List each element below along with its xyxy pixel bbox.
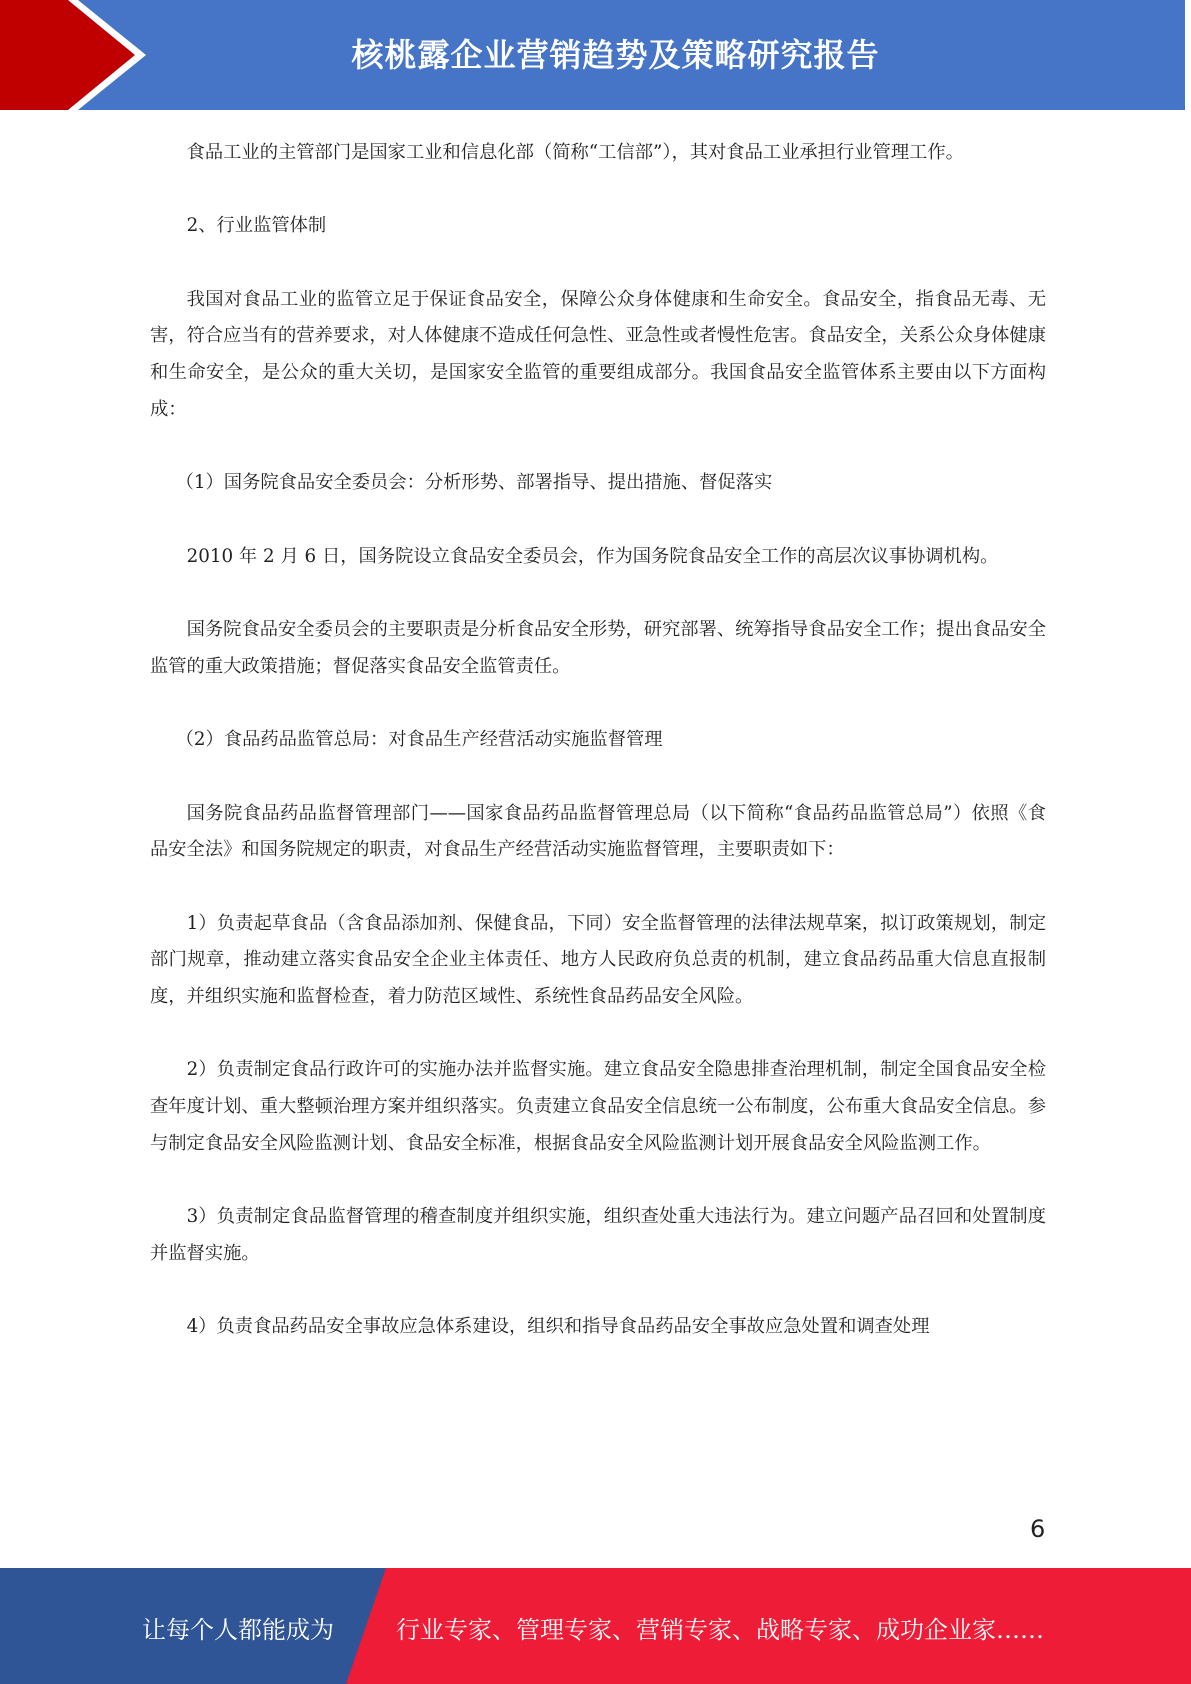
list-item: 1）负责起草食品（含食品添加剂、保健食品，下同）安全监督管理的法律法规草案，拟订政策规划，制定部门规章，推动建立落实食品安全企业主体责任、地方人民政府负总责的机制，建立食品药品重大信息直报制度，并组织实施和监督检查，着力防范区域性、系统性食品药品安全风险。 [150, 912, 1046, 1008]
paragraph: 食品工业的主管部门是国家工业和信息化部（简称“工信部”），其对食品工业承担行业管理工作。 [186, 142, 964, 163]
page-header [0, 0, 1191, 110]
footer-slogan-right: 行业专家、管理专家、营销专家、战略专家、成功企业家…… [396, 1616, 1044, 1644]
paragraph: 我国对食品工业的监管立足于保证食品安全，保障公众身体健康和生命安全。食品安全，指食品无毒、无害，符合应当有的营养要求，对人体健康不造成任何急性、亚急性或者慢性危害。食品安全，关系公众身体健康和生命安全，是公众的重大关切，是国家安全监管的重要组成部分。我国食品安全监管体系主要由以下方面构成： [150, 288, 1046, 420]
report-title: 核桃露企业营销趋势及策略研究报告 [351, 36, 880, 74]
paragraph: 国务院食品安全委员会的主要职责是分析食品安全形势，研究部署、统筹指导食品安全工作；提出食品安全监管的重大政策措施；督促落实食品安全监管责任。 [150, 619, 1046, 677]
list-item: 2）负责制定食品行政许可的实施办法并监督实施。建立食品安全隐患排查治理机制，制定全国食品安全检查年度计划、重大整顿治理方案并组织落实。负责建立食品安全信息统一公布制度，公布重大食品安全信息。参与制定食品安全风险监测计划、食品安全标准，根据食品安全风险监测计划开展食品安全风险监测工作。 [150, 1059, 1046, 1154]
document-body [150, 135, 1046, 1383]
subsection-heading: （1）国务院食品安全委员会：分析形势、部署指导、提出措施、督促落实 [175, 472, 773, 494]
list-item: 4）负责食品药品安全事故应急体系建设，组织和指导食品药品安全事故应急处置和调查处理 [186, 1316, 930, 1338]
page-number: 6 [1030, 1515, 1046, 1543]
list-item: 3）负责制定食品监督管理的稽查制度并组织实施，组织查处重大违法行为。建立问题产品召回和处置制度并监督实施。 [150, 1206, 1046, 1264]
paragraph: 国务院食品药品监督管理部门——国家食品药品监督管理总局（以下简称“食品药品监管总局”）依照《食品安全法》和国务院规定的职责，对食品生产经营活动实施监督管理，主要职责如下： [150, 802, 1046, 861]
footer-slogan-left: 让每个人都能成为 [142, 1616, 334, 1644]
subsection-heading: （2）食品药品监管总局：对食品生产经营活动实施监督管理 [175, 729, 663, 751]
section-heading: 2、行业监管体制 [186, 215, 327, 237]
paragraph: 2010 年 2 月 6 日，国务院设立食品安全委员会，作为国务院食品安全工作的高层次议事协调机构。 [186, 545, 999, 567]
